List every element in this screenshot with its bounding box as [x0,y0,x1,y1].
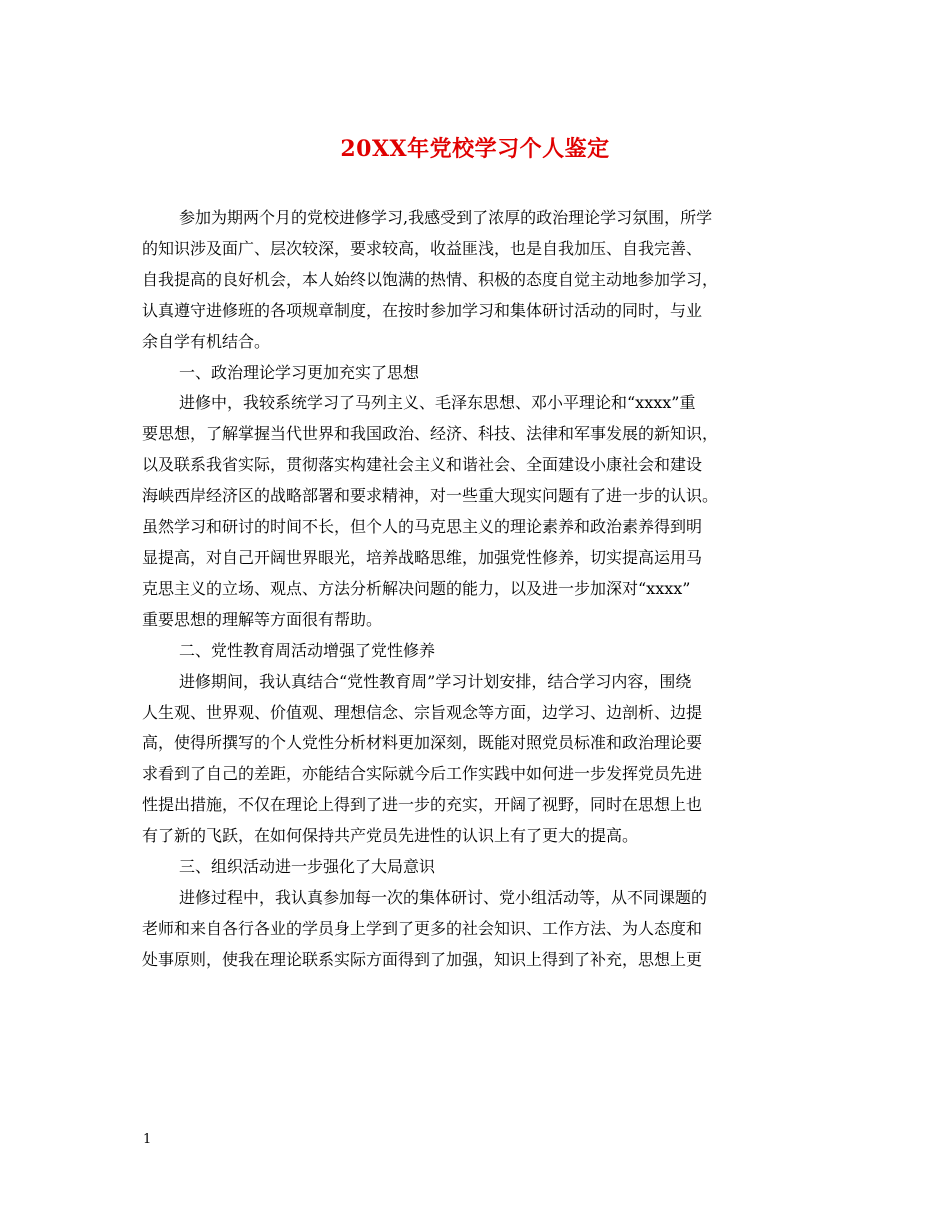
text-line: 参加为期两个月的党校进修学习,我感受到了浓厚的政治理论学习氛围，所学 [179,208,713,227]
text-line: 虽然学习和研讨的时间不长，但个人的马克思主义的理论素养和政治素养得到明 [142,517,703,537]
text-line: 海峡西岸经济区的战略部署和要求精神，对一些重大现实问题有了进一步的认识。 [142,486,719,506]
text-line: 以及联系我省实际，贯彻落实构建社会主义和谐社会、全面建设小康社会和建设 [142,455,703,475]
text-line: 进修中，我较系统学习了马列主义、毛泽东思想、邓小平理论和“xxxx”重 [179,393,696,413]
text-line: 高，使得所撰写的个人党性分析材料更加深刻，既能对照党员标准和政治理论要 [142,733,703,753]
document-body [142,203,818,976]
text-line: 人生观、世界观、价值观、理想信念、宗旨观念等方面，边学习、边剖析、边提 [142,702,703,722]
text-line: 进修过程中，我认真参加每一次的集体研讨、党小组活动等，从不同课题的 [179,887,708,907]
text-line: 性提出措施，不仅在理论上得到了进一步的充实，开阔了视野，同时在思想上也 [142,795,703,815]
text-line: 的知识涉及面广、层次较深，要求较高，收益匪浅，也是自我加压、自我完善、 [142,238,703,258]
text-line: 有了新的飞跃，在如何保持共产党员先进性的认识上有了更大的提高。 [142,826,639,846]
text-line: 进修期间，我认真结合“党性教育周”学习计划安排，结合学习内容，围绕 [179,671,692,691]
text-line: 自我提高的良好机会，本人始终以饱满的热情、积极的态度自觉主动地参加学习， [142,269,719,289]
document-title: 20XX年党校学习个人鉴定 [340,136,610,162]
text-line: 认真遵守进修班的各项规章制度，在按时参加学习和集体研讨活动的同时，与业 [142,300,703,320]
text-line: 显提高，对自己开阔世界眼光，培养战略思维，加强党性修养，切实提高运用马 [142,547,703,567]
page-number: 1 [143,1132,152,1147]
text-line: 求看到了自己的差距，亦能结合实际就今后工作实践中如何进一步发挥党员先进 [142,764,703,784]
text-line: 重要思想的理解等方面很有帮助。 [142,609,383,629]
text-line: 余自学有机结合。 [142,331,271,351]
text-line: 一、政治理论学习更加充实了思想 [179,362,420,382]
text-line: 老师和来自各行各业的学员身上学到了更多的社会知识、工作方法、为人态度和 [142,918,703,938]
text-line: 处事原则，使我在理论联系实际方面得到了加强，知识上得到了补充，思想上更 [142,949,703,969]
text-line: 克思主义的立场、观点、方法分析解决问题的能力，以及进一步加深对“xxxx” [142,578,691,598]
text-line: 三、组织活动进一步强化了大局意识 [179,857,436,877]
text-line: 要思想，了解掌握当代世界和我国政治、经济、科技、法律和军事发展的新知识， [142,424,719,444]
text-line: 二、党性教育周活动增强了党性修养 [179,640,436,660]
